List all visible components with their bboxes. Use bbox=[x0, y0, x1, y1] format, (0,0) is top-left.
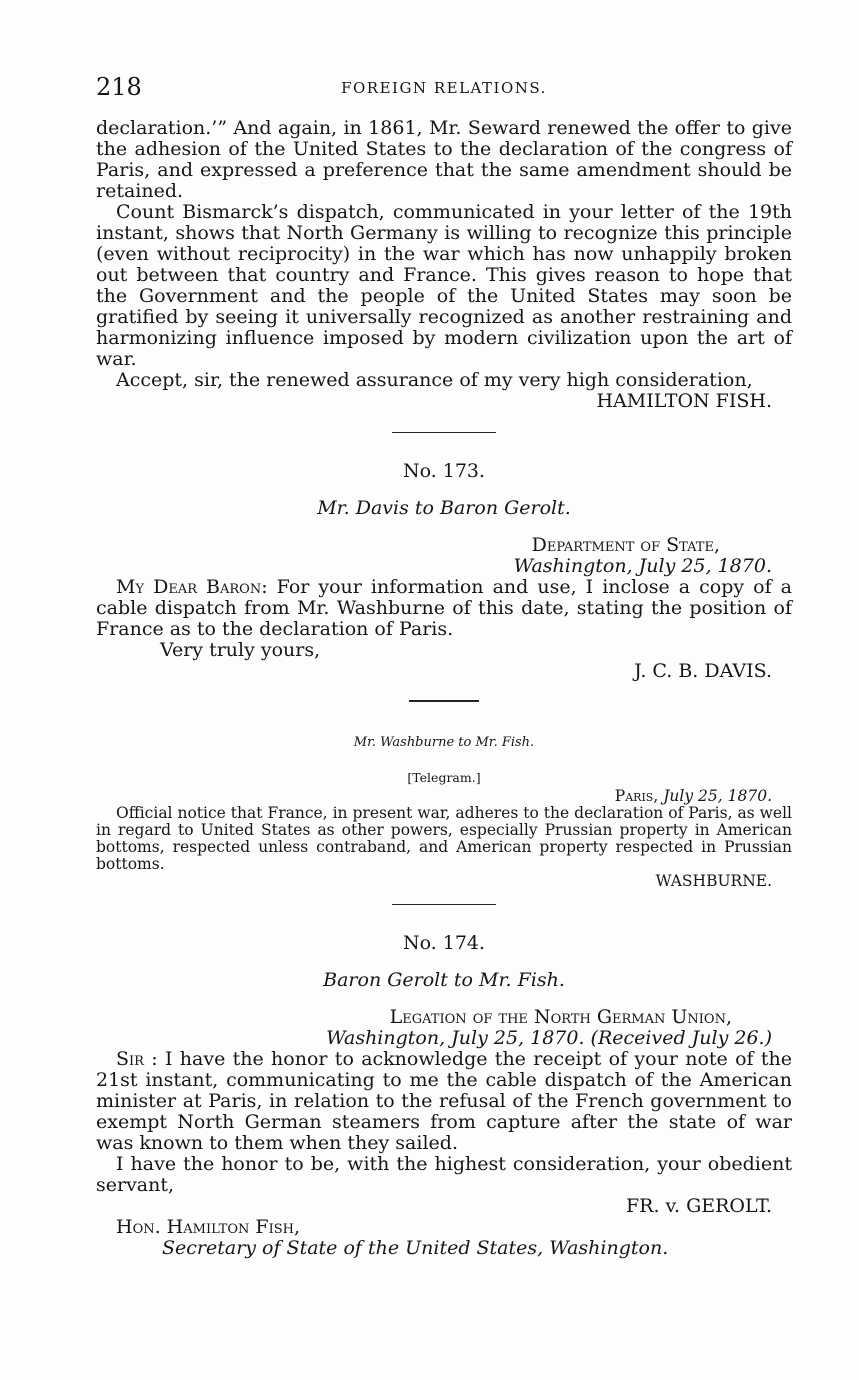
doc-173-department: Department of State, bbox=[531, 534, 720, 556]
doc-174-place-date: Washington, July 25, 1870. (Received July 26.) bbox=[326, 1027, 772, 1049]
doc-173-place-date: Washington, July 25, 1870. bbox=[513, 555, 772, 577]
doc-174-number: No. 174. bbox=[402, 932, 486, 954]
doc-173-closing: Very truly yours, bbox=[160, 639, 321, 661]
enclosure-date: July 25, 1870. bbox=[663, 787, 772, 805]
page-number: 218 bbox=[96, 73, 142, 101]
doc-174-body: I have the honor to acknowledge the receipt of your note of the 21st instant, communicating to me the cable dispatch of the American minister at Paris, in relation to the refusal of the French government to exempt North German steamers from capture after the state of war was known to them when they sailed. bbox=[96, 1048, 792, 1154]
doc-173-title: Mr. Davis to Baron Gerolt. bbox=[317, 497, 571, 519]
doc-174-signature: FR. v. GEROLT. bbox=[625, 1195, 772, 1217]
enclosure-body: Official notice that France, in present war, adheres to the declaration of Paris, as well in regard to United States as other powers, especially Prussian property in American bottoms, respected unless contraband, and American property respected in Prussian bottoms. bbox=[96, 804, 792, 873]
doc-174-addressee-title: Secretary of State of the United States, Washington. bbox=[162, 1237, 669, 1259]
enclosure-signature: WASHBURNE. bbox=[655, 872, 772, 890]
doc-173-salutation: My Dear Baron: bbox=[116, 576, 268, 598]
doc-174-salutation: Sir : bbox=[116, 1048, 158, 1070]
document-page bbox=[96, 0, 792, 1380]
enclosure-type: [Telegram.] bbox=[407, 770, 481, 785]
page-header bbox=[96, 73, 792, 103]
doc-173-signature: J. C. B. DAVIS. bbox=[634, 660, 772, 682]
running-title: FOREIGN RELATIONS. bbox=[341, 79, 547, 97]
intro-paragraph-2: Count Bismarck’s dispatch, communicated in your letter of the 19th instant, shows that North Germany is willing to recognize this principle (even without reciprocity) in the war which has now unhappily broken out between that country and France. This gives reason to hope that the Government and the people of the United States may soon be gratified by seeing it universally recognized as another restraining and harmonizing influence imposed by modern civilization upon the art of war. bbox=[96, 201, 792, 370]
doc-174-closing: I have the honor to be, with the highest consideration, your obedient servant, bbox=[96, 1153, 792, 1196]
doc-174-addressee-name: Hon. Hamilton Fish, bbox=[116, 1216, 301, 1238]
intro-paragraph-1: declaration.’” And again, in 1861, Mr. Seward renewed the offer to give the adhesion of the United States to the declaration of the congress of Paris, and expressed a preference that the same amendment should be retained. bbox=[96, 117, 792, 202]
enclosure-title: Mr. Washburne to Mr. Fish. bbox=[353, 735, 535, 750]
doc-174-legation: Legation of the North German Union, bbox=[389, 1006, 732, 1028]
doc-173-number: No. 173. bbox=[402, 460, 486, 482]
intro-signature: HAMILTON FISH. bbox=[596, 390, 772, 412]
doc-174-title: Baron Gerolt to Mr. Fish. bbox=[323, 969, 565, 991]
doc-173-body: For your information and use, I inclose a copy of a cable dispatch from Mr. Washburne of this date, stating the position of France as to the declaration of Paris. bbox=[96, 576, 792, 640]
enclosure-place: Paris, bbox=[614, 787, 659, 805]
intro-closing: Accept, sir, the renewed assurance of my very high consideration, bbox=[116, 369, 753, 391]
page-body bbox=[96, 118, 792, 1259]
